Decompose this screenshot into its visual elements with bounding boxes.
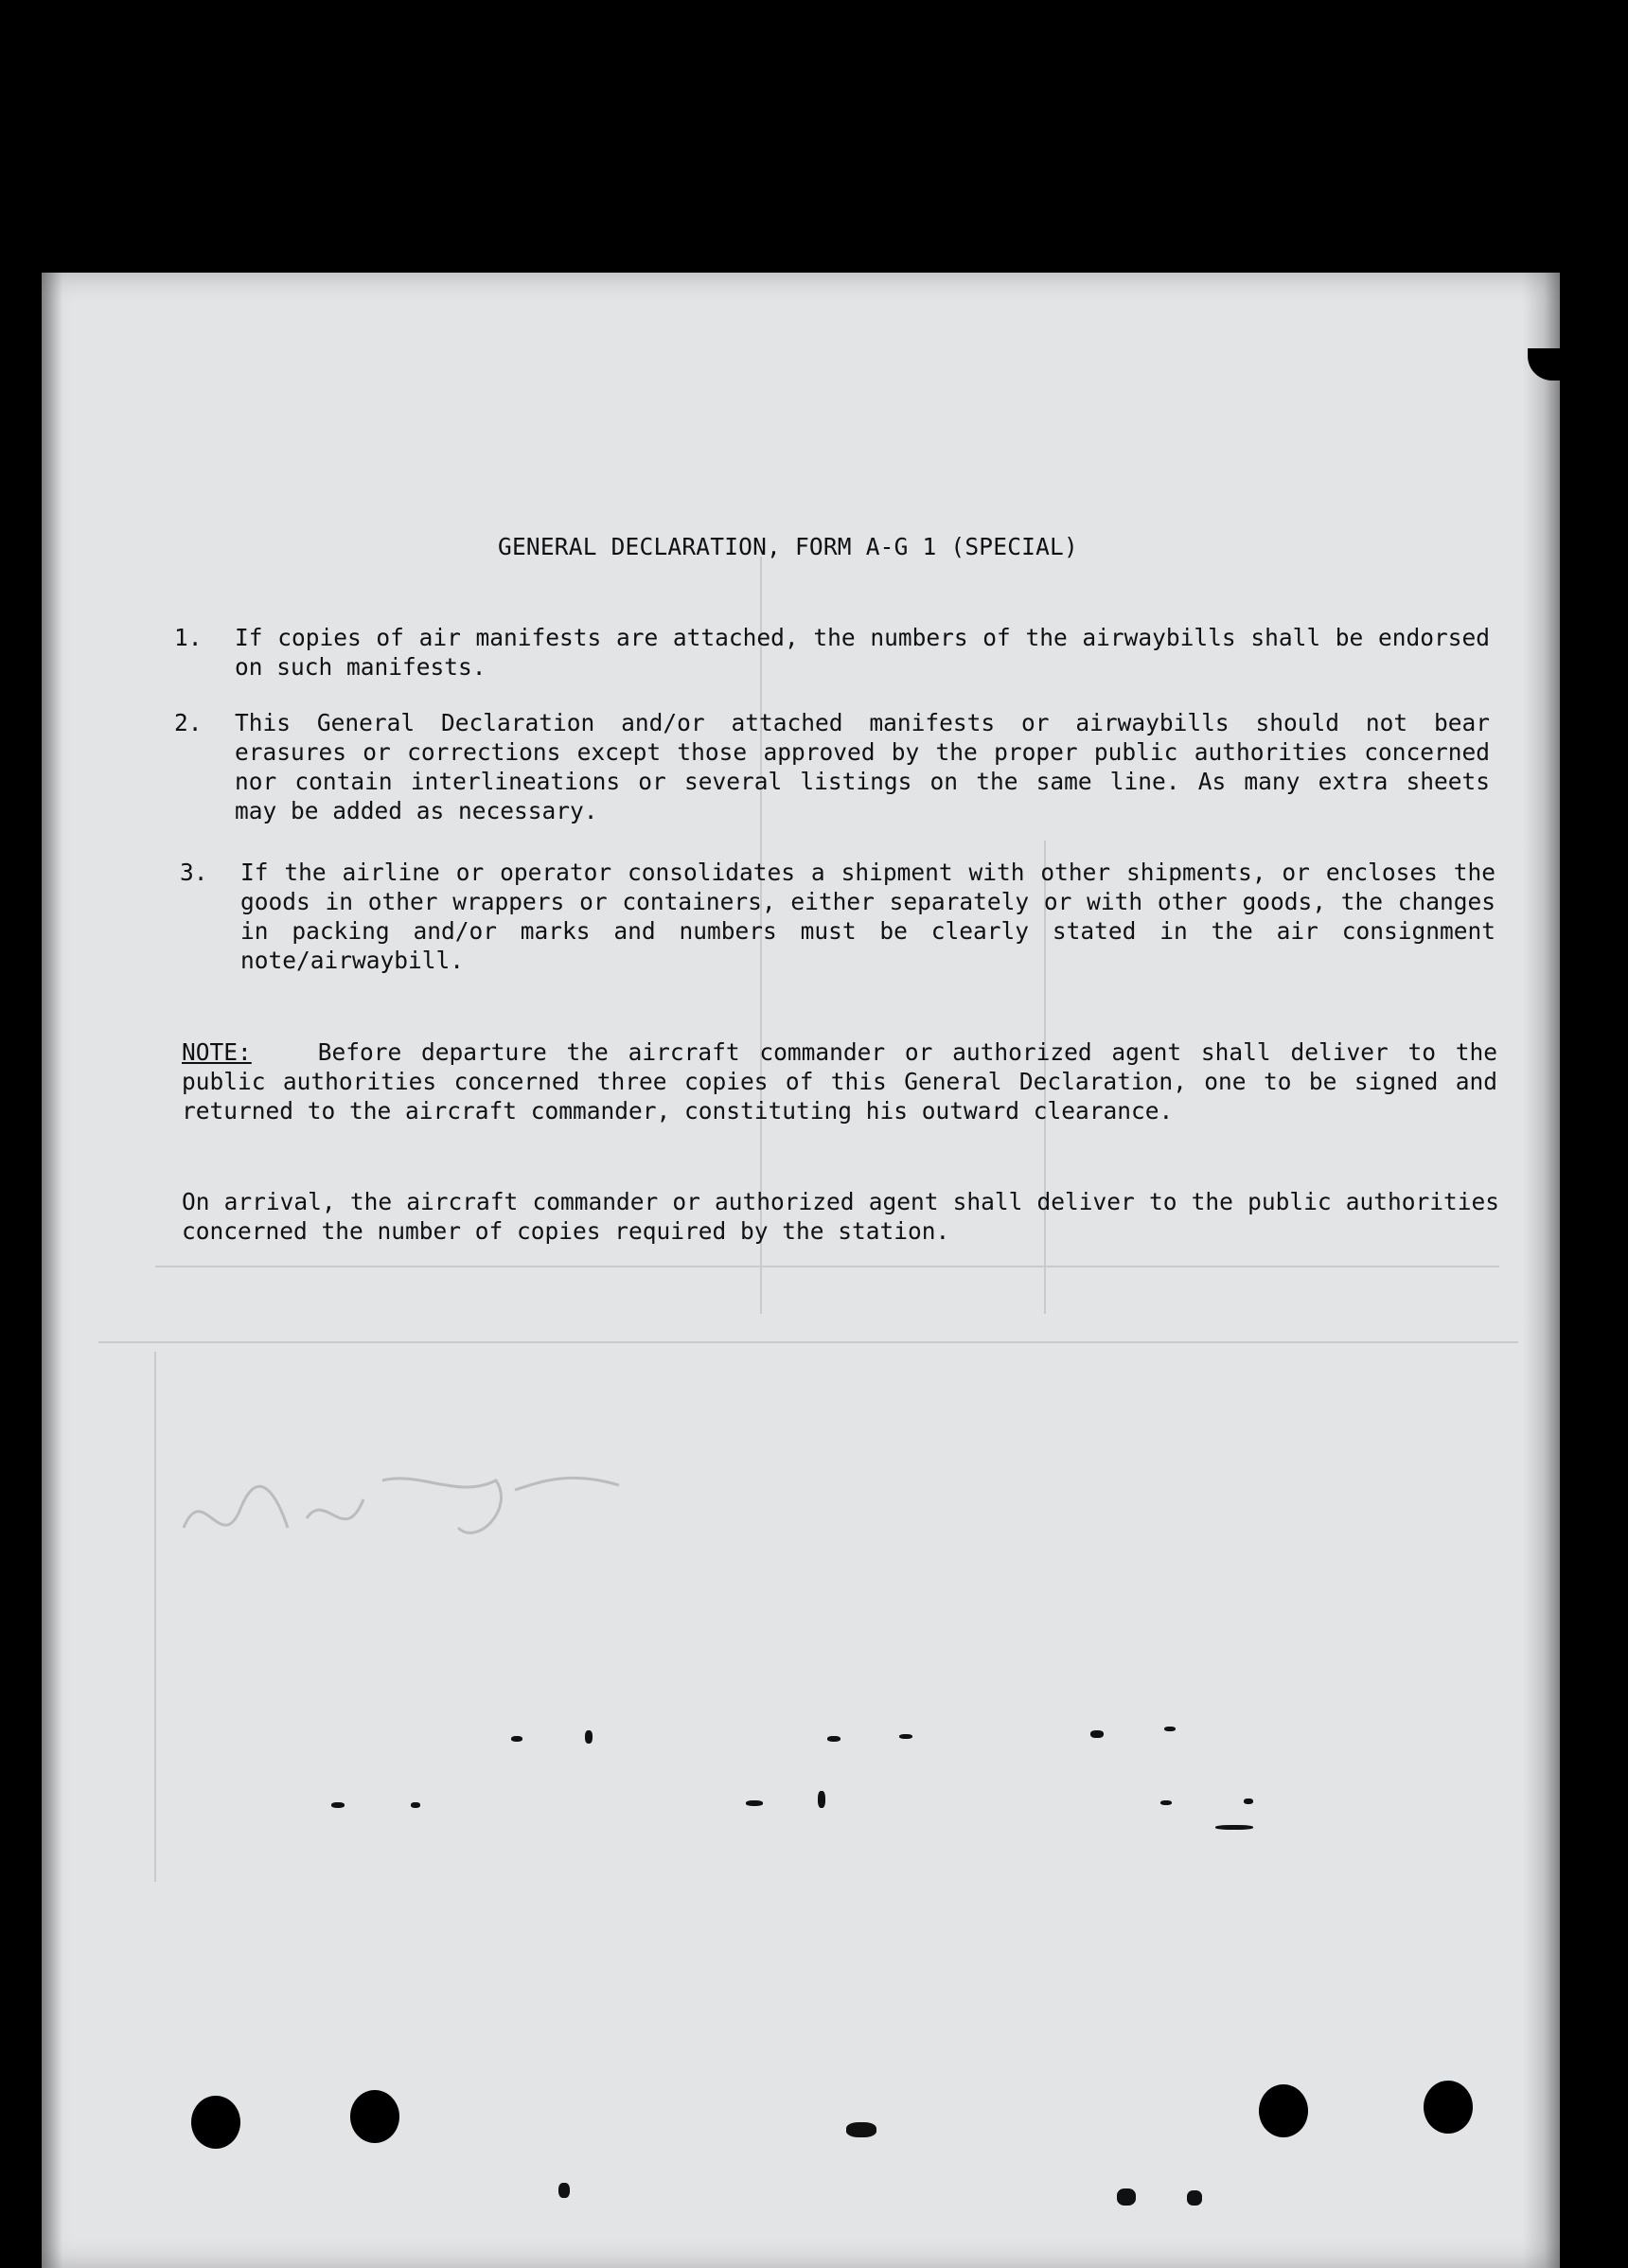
punch-hole bbox=[1424, 2081, 1473, 2134]
ink-speck bbox=[746, 1800, 763, 1806]
ink-speck bbox=[827, 1736, 841, 1742]
item-text: If the airline or operator consolidates a shipment with other shipments, or encloses the goods in other wrappers or containers, either separately or with other goods, the changes in packing and/or marks and numbers must be clearly stated in the air consignment note/airwaybill. bbox=[240, 859, 1495, 974]
item-text: If copies of air manifests are attached, the numbers of the airwaybills shall be endorsed on such manifests. bbox=[235, 624, 1490, 681]
item-number: 1. bbox=[174, 624, 203, 651]
punch-hole bbox=[1259, 2084, 1308, 2137]
ink-speck bbox=[1160, 1800, 1172, 1805]
ink-speck bbox=[818, 1791, 825, 1808]
arrival-paragraph: On arrival, the aircraft commander or authorized agent shall deliver to the public authorities concerned the number of copies required by the station. bbox=[182, 1188, 1499, 1245]
faint-signature bbox=[174, 1443, 647, 1575]
item-number: 2. bbox=[174, 709, 203, 736]
ink-speck bbox=[585, 1730, 593, 1744]
ink-speck bbox=[411, 1802, 420, 1808]
ink-speck bbox=[1117, 2188, 1136, 2206]
ink-speck bbox=[846, 2122, 876, 2137]
ink-speck bbox=[1187, 2190, 1202, 2206]
note-text: Before departure the aircraft commander or authorized agent shall deliver to the public authorities concerned three copies of this General Declaration, one to be signed and returned to the aircraft commander, constituting his outward clearance. bbox=[182, 1038, 1497, 1125]
document-page bbox=[42, 273, 1560, 2268]
note-paragraph bbox=[182, 1037, 1497, 1125]
item-number: 3. bbox=[180, 859, 208, 886]
punch-hole bbox=[191, 2096, 240, 2149]
ink-speck bbox=[511, 1736, 522, 1742]
instruction-item-2 bbox=[174, 708, 1490, 825]
ink-speck bbox=[1215, 1825, 1253, 1830]
item-text: This General Declaration and/or attached manifests or airwaybills should not bear erasures or corrections except those approved by the proper public authorities concerned nor contain interlineations or several listings on the same line. As many extra sheets may be added as necessary. bbox=[235, 709, 1490, 824]
instruction-item-3 bbox=[180, 858, 1495, 975]
ink-speck bbox=[558, 2183, 570, 2198]
instruction-item-1 bbox=[174, 623, 1490, 682]
ink-speck bbox=[1164, 1727, 1176, 1731]
ink-speck bbox=[1244, 1798, 1253, 1804]
punch-hole bbox=[350, 2090, 399, 2143]
ink-speck bbox=[1090, 1730, 1104, 1738]
page-title: GENERAL DECLARATION, FORM A-G 1 (SPECIAL) bbox=[498, 533, 1078, 560]
note-label: NOTE: bbox=[182, 1038, 252, 1066]
ink-speck bbox=[899, 1734, 912, 1739]
ink-speck bbox=[331, 1802, 345, 1808]
